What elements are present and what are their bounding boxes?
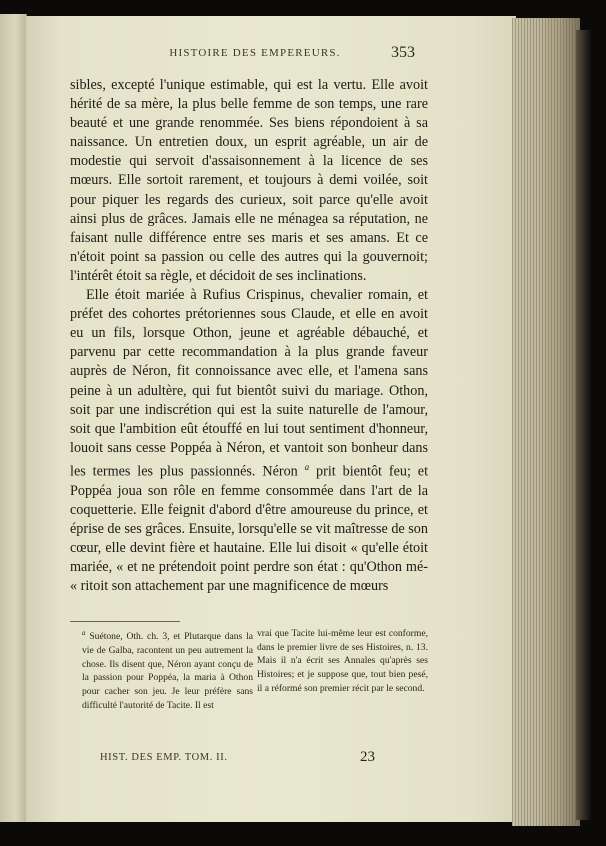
paragraph-2-part-1: Elle étoit mariée à Rufius Crispinus, chevalier romain, et préfet des cohortes prétoriennes sous Claude, et elle en avoit eu un fils, lorsque Othon, jeune et agréable débauché, et parvenu par cette recommandation à la plus grande faveur auprès de Néron, fit connoissance avec elle, et l'amena sans peine à un adultère, qui fut bientôt suivi du mariage. Othon, soit par une indiscrétion qui est la suite naturelle de l'amour, soit que l'ambition eût étouffé en lui tout sentiment d'honneur, louoit sans cesse Poppéa à Néron, et vantoit son bonheur dans les termes les plus passionnés. Néron (70, 287, 428, 480)
paragraph-2-part-2: prit bientôt feu; et Poppéa joua son rôle en femme consommée dans l'art de la coquetterie. Elle feignit d'abord d'être amoureuse du prince, et éprise de ses grâces. Ensuite, lorsqu'elle se vit maîtresse de son cœur, elle devint fière et hautaine. Elle lui disoit « qu'elle étoit mariée, « et ne prétendoit point perdre son état : qu'Othon mé- « ritoit son attachement par une magnificence de mœurs (70, 463, 429, 595)
paragraph-2 (70, 286, 428, 596)
paragraph-1: sibles, excepté l'unique estimable, qui est la vertu. Elle avoit hérité de sa mère, la plus belle femme de son temps, une rare beauté et une grande renommée. Ses biens répondoient à sa naissance. Un entretien doux, un esprit agréable, un air de modestie qui servoit d'assaisonnement à la licence de ses mœurs. Elle sortoit rarement, et toujours à demi voilée, soit pour piquer les regards des curieux, soit parce qu'elle avoit ainsi plus de grâces. Jamais elle ne ménagea sa réputation, ne faisant nulle différence entre ses maris et ses amans. Et ce n'étoit point sa passion ou celle des autres qui la gouvernoit; l'intérêt étoit sa règle, et décidoit de ses inclinations. (70, 77, 428, 284)
printer-signature: HIST. DES EMP. TOM. II. (100, 752, 228, 763)
facing-page-edge (0, 14, 27, 822)
footnote-reference: a (304, 461, 310, 472)
binding-shadow (576, 30, 592, 820)
footnote-rule (70, 621, 180, 622)
footnote-column-right: vrai que Tacite lui-même leur est conforme, dans le premier livre de ses Histoires, n. 13. Mais il n'a écrit ses Annales qu'après ses Histoires; et je suppose que, tout bien pesé, il a réformé son premier récit par le second. (257, 628, 428, 694)
footnote-marker: a (82, 629, 86, 637)
footnote-text-left: Suétone, Oth. ch. 3, et Plutarque dans la vie de Galba, racontent un peu autrement la chose. Ils disent que, Néron ayant conçu de la passion pour Poppéa, la maria à Othon pour cacher son jeu. Je leur préfère sans difficulté l'autorité de Tacite. Il est (82, 631, 254, 711)
main-text (70, 76, 428, 596)
gathering-number: 23 (360, 749, 375, 765)
footnote-column-left (82, 627, 253, 712)
page-number: 353 (391, 44, 415, 61)
page-block-edges (512, 18, 580, 826)
running-head: HISTOIRE DES EMPEREURS. (169, 47, 341, 59)
